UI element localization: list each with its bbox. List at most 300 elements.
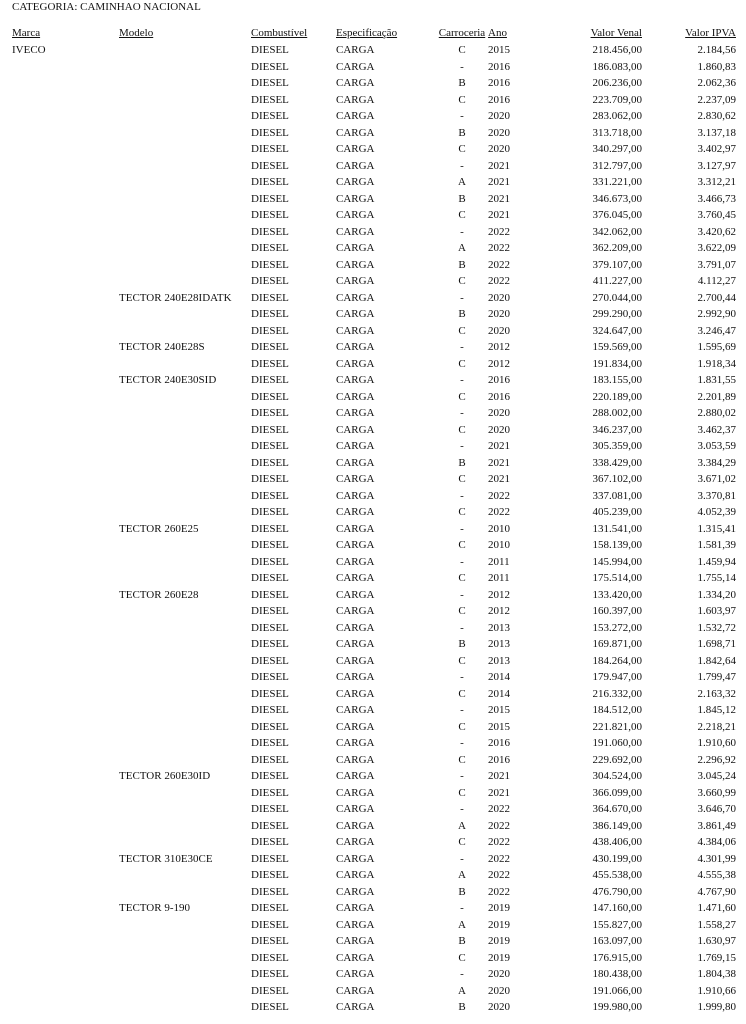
cell-combustivel: DIESEL [251, 143, 289, 155]
cell-especificacao: CARGA [336, 522, 375, 535]
cell-marca [0, 983, 119, 1000]
table-row [0, 818, 746, 835]
table-row [0, 389, 746, 406]
cell-valor-ipva: 1.315,41 [697, 522, 736, 535]
cell-ano: 2022 [488, 836, 510, 848]
cell-especificacao: CARGA [336, 390, 375, 403]
cell-especificacao: CARGA [336, 143, 375, 155]
cell-valor-venal: 159.569,00 [592, 341, 642, 353]
table-row [0, 207, 746, 224]
table-row [0, 339, 746, 356]
cell-ano: 2016 [488, 374, 510, 386]
cell-especificacao: CARGA [336, 687, 375, 700]
cell-valor-venal: 221.821,00 [592, 720, 642, 733]
cell-valor-venal: 337.081,00 [592, 489, 642, 502]
cell-especificacao: CARGA [336, 374, 375, 386]
cell-especificacao: CARGA [336, 951, 375, 964]
cell-carroceria: C [458, 324, 466, 337]
cell-valor-ipva: 1.334,20 [697, 588, 736, 601]
header-valor-ipva: Valor IPVA [685, 27, 736, 39]
cell-carroceria: C [458, 473, 466, 485]
cell-valor-ipva: 4.052,39 [697, 506, 736, 518]
table-row [0, 191, 746, 208]
cell-valor-venal: 160.397,00 [592, 605, 642, 617]
cell-valor-venal: 169.871,00 [592, 638, 642, 650]
cell-valor-ipva: 4.301,99 [697, 852, 736, 865]
cell-modelo [119, 719, 251, 736]
table-row [0, 521, 746, 538]
table-row [0, 851, 746, 868]
cell-marca [0, 240, 119, 257]
cell-especificacao: CARGA [336, 440, 375, 452]
cell-marca [0, 59, 119, 76]
cell-combustivel: DIESEL [251, 258, 289, 271]
cell-modelo [119, 620, 251, 637]
cell-carroceria: A [458, 918, 466, 931]
cell-combustivel: DIESEL [251, 374, 289, 386]
cell-modelo [119, 785, 251, 802]
cell-modelo [119, 471, 251, 488]
header-combustivel: Combustível [251, 27, 308, 39]
cell-ano: 2016 [488, 737, 510, 749]
table-row [0, 768, 746, 785]
cell-combustivel: DIESEL [251, 704, 289, 716]
table-row [0, 867, 746, 884]
cell-ano: 2020 [488, 308, 510, 320]
table-row [0, 455, 746, 472]
cell-especificacao: CARGA [336, 836, 375, 848]
cell-especificacao: CARGA [336, 539, 375, 551]
cell-modelo [119, 158, 251, 175]
table-row [0, 438, 746, 455]
cell-especificacao: CARGA [336, 407, 375, 419]
cell-especificacao: CARGA [336, 225, 375, 238]
cell-valor-ipva: 1.860,83 [697, 60, 736, 73]
cell-modelo: TECTOR 240E30SID [119, 374, 217, 386]
cell-carroceria: - [460, 968, 464, 980]
cell-valor-venal: 147.160,00 [592, 902, 642, 914]
cell-ano: 2021 [488, 770, 510, 782]
cell-especificacao: CARGA [336, 456, 375, 469]
cell-especificacao: CARGA [336, 275, 375, 287]
cell-especificacao: CARGA [336, 44, 375, 56]
cell-especificacao: CARGA [336, 770, 375, 782]
cell-ano: 2020 [488, 143, 510, 155]
cell-marca [0, 950, 119, 967]
cell-ano: 2021 [488, 440, 510, 452]
cell-ano: 2022 [488, 225, 510, 238]
table-row [0, 917, 746, 934]
table-row [0, 42, 746, 59]
cell-valor-venal: 220.189,00 [592, 390, 642, 403]
cell-combustivel: DIESEL [251, 1001, 289, 1013]
cell-combustivel: DIESEL [251, 192, 289, 205]
cell-modelo [119, 323, 251, 340]
cell-especificacao: CARGA [336, 984, 375, 997]
cell-carroceria: B [458, 638, 466, 650]
cell-carroceria: B [458, 885, 466, 898]
cell-carroceria: - [460, 291, 464, 304]
cell-modelo [119, 504, 251, 521]
vehicle-value-table [0, 24, 746, 1016]
table-row [0, 174, 746, 191]
cell-especificacao: CARGA [336, 209, 375, 221]
cell-valor-ipva: 1.471,60 [697, 902, 736, 914]
cell-ano: 2011 [488, 572, 510, 584]
cell-carroceria: - [460, 522, 464, 535]
cell-especificacao: CARGA [336, 852, 375, 865]
cell-ano: 2022 [488, 489, 510, 502]
cell-valor-venal: 476.790,00 [592, 885, 642, 898]
cell-especificacao: CARGA [336, 324, 375, 337]
cell-carroceria: C [458, 506, 466, 518]
cell-especificacao: CARGA [336, 291, 375, 304]
cell-especificacao: CARGA [336, 720, 375, 733]
cell-especificacao: CARGA [336, 192, 375, 205]
cell-combustivel: DIESEL [251, 951, 289, 964]
cell-valor-ipva: 1.804,38 [697, 968, 736, 980]
cell-combustivel: DIESEL [251, 671, 289, 683]
cell-combustivel: DIESEL [251, 209, 289, 221]
cell-ano: 2012 [488, 341, 510, 353]
cell-ano: 2014 [488, 687, 510, 700]
cell-ano: 2013 [488, 621, 510, 634]
cell-especificacao: CARGA [336, 126, 375, 139]
cell-marca [0, 339, 119, 356]
cell-marca [0, 999, 119, 1016]
cell-marca [0, 834, 119, 851]
cell-carroceria: C [458, 786, 466, 799]
cell-ano: 2021 [488, 473, 510, 485]
cell-combustivel: DIESEL [251, 110, 289, 122]
cell-combustivel: DIESEL [251, 522, 289, 535]
cell-carroceria: B [458, 308, 466, 320]
cell-valor-ipva: 2.700,44 [697, 291, 736, 304]
cell-marca [0, 306, 119, 323]
cell-valor-ipva: 1.581,39 [697, 539, 736, 551]
cell-marca [0, 290, 119, 307]
cell-modelo [119, 42, 251, 59]
cell-especificacao: CARGA [336, 357, 375, 370]
cell-especificacao: CARGA [336, 110, 375, 122]
cell-valor-venal: 199.980,00 [592, 1001, 642, 1013]
table-row [0, 884, 746, 901]
cell-valor-ipva: 1.558,27 [697, 918, 736, 931]
cell-ano: 2022 [488, 869, 510, 881]
cell-especificacao: CARGA [336, 918, 375, 931]
cell-valor-venal: 331.221,00 [592, 176, 642, 188]
cell-marca [0, 504, 119, 521]
cell-especificacao: CARGA [336, 869, 375, 881]
cell-marca [0, 587, 119, 604]
cell-marca [0, 125, 119, 142]
cell-valor-venal: 180.438,00 [592, 968, 642, 980]
cell-marca [0, 570, 119, 587]
cell-valor-venal: 340.297,00 [592, 143, 642, 155]
cell-marca [0, 752, 119, 769]
cell-valor-venal: 184.264,00 [592, 654, 642, 667]
cell-valor-venal: 175.514,00 [592, 572, 642, 584]
cell-modelo: TECTOR 240E28S [119, 341, 205, 353]
cell-valor-venal: 338.429,00 [592, 456, 642, 469]
cell-valor-ipva: 1.755,14 [697, 572, 736, 584]
cell-ano: 2013 [488, 654, 510, 667]
cell-modelo [119, 240, 251, 257]
cell-marca [0, 735, 119, 752]
cell-ano: 2020 [488, 968, 510, 980]
cell-especificacao: CARGA [336, 605, 375, 617]
cell-valor-ipva: 3.402,97 [697, 143, 736, 155]
table-body [0, 42, 746, 1016]
cell-combustivel: DIESEL [251, 489, 289, 502]
cell-valor-ipva: 3.646,70 [697, 803, 736, 815]
cell-carroceria: C [458, 275, 466, 287]
cell-modelo [119, 818, 251, 835]
cell-modelo: TECTOR 240E28IDATK [119, 291, 232, 304]
cell-marca [0, 141, 119, 158]
cell-modelo [119, 752, 251, 769]
cell-modelo [119, 867, 251, 884]
cell-ano: 2021 [488, 176, 510, 188]
cell-marca [0, 174, 119, 191]
cell-ano: 2010 [488, 522, 510, 535]
cell-valor-venal: 376.045,00 [592, 209, 642, 221]
cell-marca [0, 471, 119, 488]
cell-carroceria: - [460, 110, 464, 122]
cell-carroceria: B [458, 456, 466, 469]
cell-ano: 2012 [488, 605, 510, 617]
cell-especificacao: CARGA [336, 159, 375, 172]
table-row [0, 323, 746, 340]
table-header-row [0, 24, 746, 42]
cell-valor-venal: 346.673,00 [592, 192, 642, 205]
cell-marca [0, 257, 119, 274]
cell-combustivel: DIESEL [251, 803, 289, 815]
cell-combustivel: DIESEL [251, 423, 289, 436]
cell-especificacao: CARGA [336, 423, 375, 436]
cell-valor-ipva: 3.384,29 [697, 456, 736, 469]
cell-marca: IVECO [12, 44, 46, 56]
cell-carroceria: C [458, 836, 466, 848]
cell-ano: 2010 [488, 539, 510, 551]
cell-ano: 2021 [488, 786, 510, 799]
table-row [0, 653, 746, 670]
table-row [0, 785, 746, 802]
cell-especificacao: CARGA [336, 704, 375, 716]
cell-especificacao: CARGA [336, 572, 375, 584]
cell-valor-venal: 133.420,00 [592, 588, 642, 601]
cell-combustivel: DIESEL [251, 588, 289, 601]
cell-valor-ipva: 4.384,06 [697, 836, 736, 848]
cell-marca [0, 636, 119, 653]
cell-especificacao: CARGA [336, 77, 375, 89]
cell-valor-venal: 411.227,00 [592, 275, 642, 287]
cell-valor-ipva: 2.237,09 [697, 93, 736, 106]
table-row [0, 59, 746, 76]
cell-carroceria: - [460, 440, 464, 452]
cell-combustivel: DIESEL [251, 93, 289, 106]
table-row [0, 240, 746, 257]
cell-ano: 2015 [488, 720, 510, 733]
cell-especificacao: CARGA [336, 473, 375, 485]
cell-ano: 2022 [488, 803, 510, 815]
cell-valor-venal: 270.044,00 [592, 291, 642, 304]
cell-carroceria: - [460, 902, 464, 914]
cell-marca [0, 273, 119, 290]
cell-carroceria: - [460, 555, 464, 568]
cell-carroceria: - [460, 159, 464, 172]
cell-valor-ipva: 1.698,71 [697, 638, 736, 650]
cell-ano: 2014 [488, 671, 510, 683]
cell-especificacao: CARGA [336, 588, 375, 601]
cell-marca [0, 884, 119, 901]
cell-carroceria: C [458, 44, 466, 56]
cell-marca [0, 537, 119, 554]
cell-valor-ipva: 3.137,18 [697, 126, 736, 139]
cell-especificacao: CARGA [336, 786, 375, 799]
table-row [0, 801, 746, 818]
cell-especificacao: CARGA [336, 555, 375, 568]
cell-marca [0, 653, 119, 670]
cell-valor-ipva: 1.910,66 [697, 984, 736, 997]
cell-carroceria: - [460, 852, 464, 865]
cell-carroceria: C [458, 687, 466, 700]
cell-combustivel: DIESEL [251, 605, 289, 617]
cell-carroceria: A [458, 984, 466, 997]
cell-modelo [119, 108, 251, 125]
cell-carroceria: C [458, 423, 466, 436]
cell-valor-venal: 362.209,00 [592, 242, 642, 254]
table-row [0, 933, 746, 950]
cell-combustivel: DIESEL [251, 572, 289, 584]
cell-valor-venal: 283.062,00 [592, 110, 642, 122]
cell-combustivel: DIESEL [251, 737, 289, 749]
cell-ano: 2022 [488, 852, 510, 865]
cell-modelo [119, 174, 251, 191]
cell-ano: 2021 [488, 159, 510, 172]
cell-especificacao: CARGA [336, 935, 375, 947]
cell-modelo [119, 257, 251, 274]
cell-valor-ipva: 1.630,97 [697, 935, 736, 947]
cell-marca [0, 92, 119, 109]
cell-ano: 2019 [488, 918, 510, 931]
cell-modelo: TECTOR 9-190 [119, 902, 190, 914]
cell-carroceria: C [458, 572, 466, 584]
cell-especificacao: CARGA [336, 819, 375, 832]
cell-marca [0, 933, 119, 950]
cell-combustivel: DIESEL [251, 935, 289, 947]
cell-modelo [119, 570, 251, 587]
cell-modelo [119, 389, 251, 406]
cell-valor-ipva: 3.791,07 [697, 258, 736, 271]
cell-combustivel: DIESEL [251, 407, 289, 419]
cell-modelo [119, 273, 251, 290]
cell-valor-ipva: 3.760,45 [697, 209, 736, 221]
cell-carroceria: - [460, 671, 464, 683]
cell-valor-ipva: 4.555,38 [697, 869, 736, 881]
cell-ano: 2020 [488, 407, 510, 419]
cell-ano: 2013 [488, 638, 510, 650]
cell-modelo [119, 966, 251, 983]
cell-valor-ipva: 3.622,09 [697, 242, 736, 254]
cell-carroceria: - [460, 803, 464, 815]
cell-ano: 2021 [488, 192, 510, 205]
cell-valor-ipva: 3.053,59 [697, 440, 736, 452]
cell-marca [0, 108, 119, 125]
table-row [0, 108, 746, 125]
cell-combustivel: DIESEL [251, 638, 289, 650]
table-row [0, 966, 746, 983]
cell-especificacao: CARGA [336, 654, 375, 667]
cell-combustivel: DIESEL [251, 786, 289, 799]
cell-valor-venal: 430.199,00 [592, 852, 642, 865]
cell-carroceria: - [460, 374, 464, 386]
cell-valor-ipva: 1.459,94 [697, 555, 736, 568]
cell-ano: 2021 [488, 456, 510, 469]
cell-especificacao: CARGA [336, 176, 375, 188]
cell-ano: 2020 [488, 110, 510, 122]
cell-valor-venal: 179.947,00 [592, 671, 642, 683]
cell-valor-venal: 342.062,00 [592, 225, 642, 238]
cell-ano: 2016 [488, 390, 510, 403]
cell-modelo: TECTOR 260E28 [119, 588, 199, 601]
cell-modelo [119, 455, 251, 472]
cell-ano: 2020 [488, 126, 510, 139]
cell-combustivel: DIESEL [251, 390, 289, 403]
table-row [0, 273, 746, 290]
cell-valor-venal: 191.834,00 [592, 357, 642, 370]
cell-carroceria: B [458, 77, 466, 89]
cell-carroceria: - [460, 737, 464, 749]
cell-valor-ipva: 3.861,49 [697, 819, 736, 832]
cell-carroceria: C [458, 654, 466, 667]
cell-carroceria: B [458, 1001, 466, 1013]
cell-valor-ipva: 2.062,36 [697, 77, 736, 89]
cell-ano: 2020 [488, 291, 510, 304]
cell-ano: 2016 [488, 93, 510, 106]
cell-valor-ipva: 3.671,02 [697, 473, 736, 485]
cell-valor-ipva: 3.462,37 [697, 423, 736, 436]
cell-valor-venal: 163.097,00 [592, 935, 642, 947]
cell-marca [0, 224, 119, 241]
cell-carroceria: - [460, 341, 464, 353]
table-row [0, 504, 746, 521]
table-row [0, 752, 746, 769]
table-row [0, 422, 746, 439]
cell-modelo [119, 669, 251, 686]
cell-ano: 2022 [488, 242, 510, 254]
cell-valor-venal: 191.060,00 [592, 737, 642, 749]
cell-ano: 2020 [488, 423, 510, 436]
cell-especificacao: CARGA [336, 621, 375, 634]
table-row [0, 356, 746, 373]
cell-marca [0, 966, 119, 983]
cell-marca [0, 207, 119, 224]
table-row [0, 125, 746, 142]
cell-marca [0, 438, 119, 455]
cell-modelo [119, 554, 251, 571]
cell-valor-venal: 405.239,00 [592, 506, 642, 518]
cell-especificacao: CARGA [336, 968, 375, 980]
cell-especificacao: CARGA [336, 638, 375, 650]
cell-valor-ipva: 1.799,47 [697, 671, 736, 683]
cell-combustivel: DIESEL [251, 291, 289, 304]
cell-combustivel: DIESEL [251, 275, 289, 287]
table-row [0, 603, 746, 620]
cell-valor-ipva: 2.201,89 [697, 390, 736, 403]
cell-valor-ipva: 2.880,02 [697, 407, 736, 419]
cell-valor-ipva: 2.830,62 [697, 110, 736, 122]
